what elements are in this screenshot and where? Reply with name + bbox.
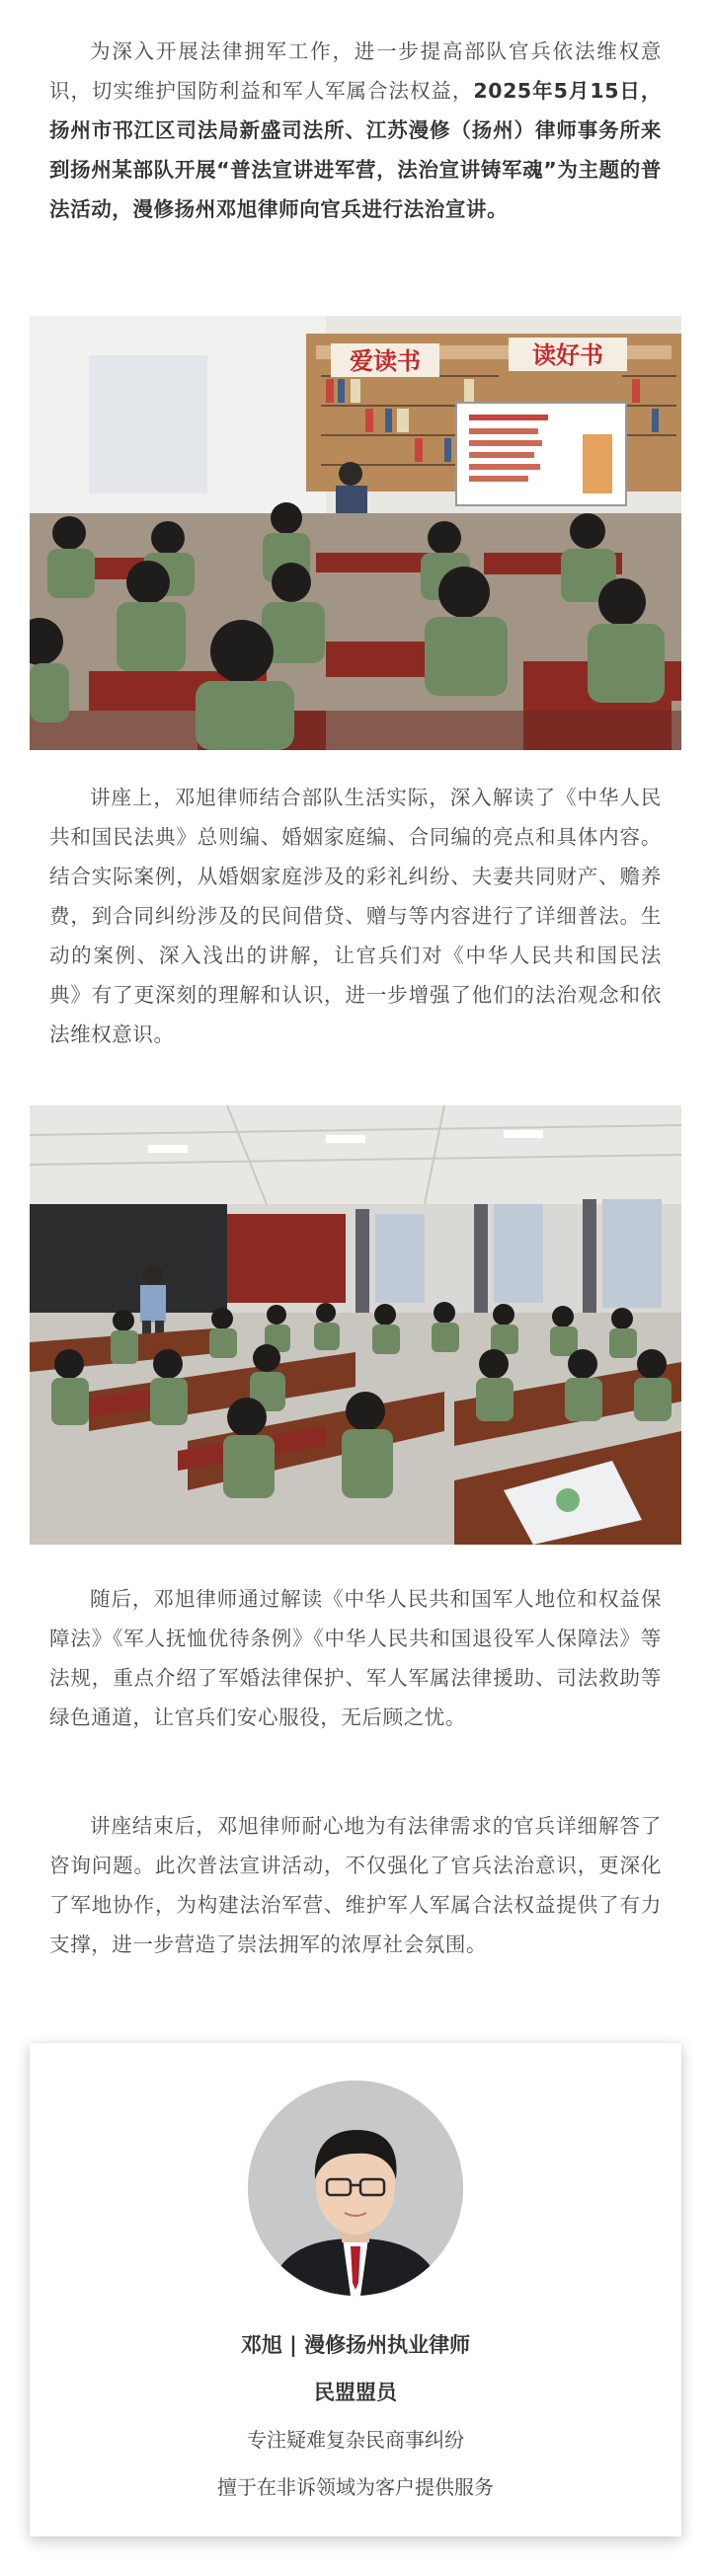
- closing-paragraph: 讲座结束后，邓旭律师耐心地为有法律需求的官兵详细解答了咨询问题。此次普法宣讲活动，不仅强化了官兵法治意识，更深化了军地协作，为构建法治军营、维护军人军属合法权益提供了有力支撑，进一步营造了崇法拥军的浓厚社会氛围。: [49, 1814, 662, 1956]
- lecture-paragraph: 讲座上，邓旭律师结合部队生活实际，深入解读了《中华人民共和国民法典》总则编、婚姻家庭编、合同编的亮点和具体内容。结合实际案例，从婚姻家庭涉及的彩礼纠纷、夫妻共同财产、赡养费，到合同纠纷涉及的民间借贷、赠与等内容进行了详细普法。生动的案例、深入浅出的讲解，让官兵们对《中华人民共和国民法典》有了更深刻的理解和认识，进一步增强了他们的法治观念和依法维权意识。: [49, 786, 662, 1046]
- lawyer-party: 民盟盟员: [314, 2381, 397, 2404]
- intro-highlight: 2025年5月15日，扬州市邗江区司法局新盛司法所、江苏漫修（扬州）律师事务所来到扬州某部队开展“普法宣讲进军营，法治宣讲铸军魂”为主题的普法活动，漫修扬州邓旭律师向官兵进行法治宣讲。: [49, 79, 662, 221]
- intro-text: 为深入开展法律拥军工作，进一步提高部队官兵依法维权意识，切实维护国防利益和军人军属合法权益，: [49, 39, 662, 103]
- lawyer-name-title: 邓旭 | 漫修扬州执业律师: [240, 2333, 471, 2357]
- intro-paragraph: [49, 32, 662, 229]
- lecture-photo-library: [30, 316, 681, 750]
- sign-right: 读好书: [532, 341, 603, 369]
- sign-left: 爱读书: [350, 347, 421, 375]
- lawyer-avatar: [248, 2081, 463, 2296]
- lawyer-service: 擅于在非诉领域为客户提供服务: [217, 2475, 494, 2499]
- lecture-photo-hall: [30, 1105, 681, 1545]
- regulations-paragraph: 随后，邓旭律师通过解读《中华人民共和国军人地位和权益保障法》《军人抚恤优待条例》《中华人民共和国退役军人保障法》等法规，重点介绍了军婚法律保护、军人军属法律援助、司法救助等绿色通道，让官兵们安心服役，无后顾之忧。: [49, 1587, 662, 1729]
- lawyer-profile-card: [30, 2043, 681, 2537]
- lawyer-specialty: 专注疑难复杂民商事纠纷: [247, 2428, 464, 2452]
